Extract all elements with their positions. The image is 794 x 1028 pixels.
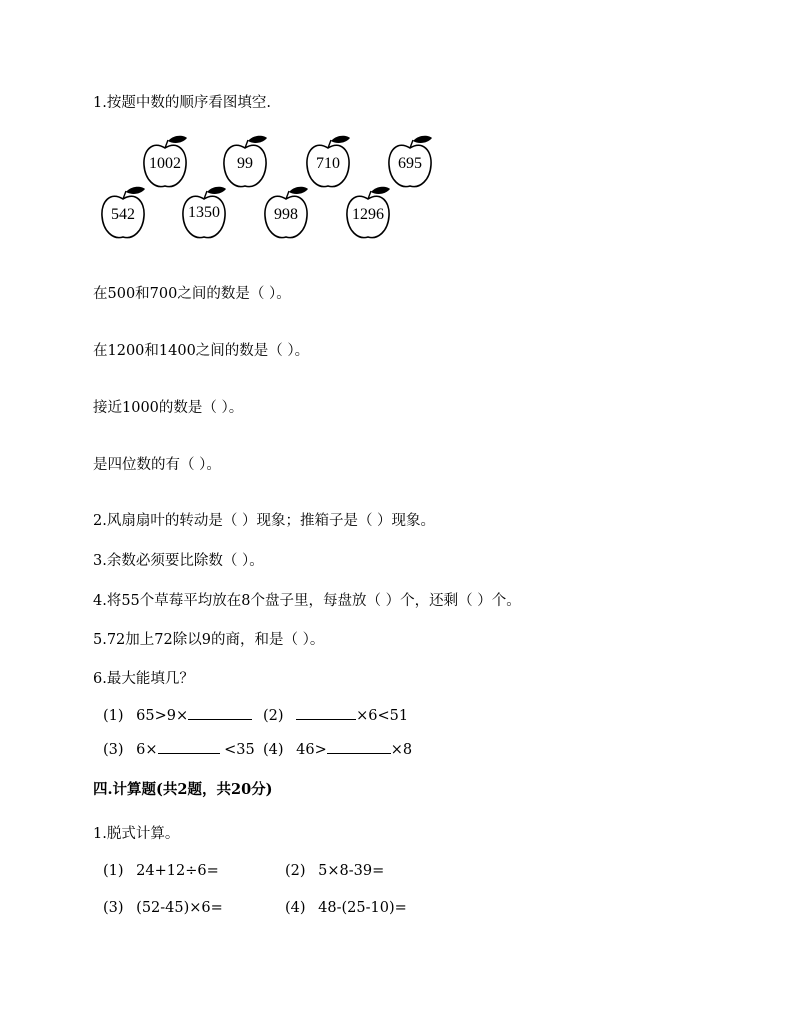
item-expression: 5×8-39= bbox=[318, 863, 385, 879]
calc-item-4 bbox=[285, 899, 407, 917]
calc-item-1 bbox=[103, 862, 219, 880]
apple-number: 542 bbox=[111, 206, 135, 223]
q3-text: 3.余数必须要比除数（ ）。 bbox=[93, 553, 264, 569]
apple-number: 998 bbox=[274, 206, 298, 223]
item-number: (2) bbox=[263, 708, 284, 724]
apple-4 bbox=[387, 135, 441, 191]
item-expr-post: <35 bbox=[219, 742, 255, 758]
answer-blank[interactable] bbox=[158, 740, 220, 754]
item-number: (3) bbox=[103, 900, 124, 916]
apple-number: 1002 bbox=[149, 155, 181, 172]
apple-6 bbox=[181, 186, 235, 242]
item-expr-post: ×6<51 bbox=[356, 708, 409, 724]
q6-item-4 bbox=[263, 740, 412, 759]
item-number: (4) bbox=[263, 742, 284, 758]
q4-text: 4.将55个草莓平均放在8个盘子里，每盘放（ ）个，还剩（ ）个。 bbox=[93, 593, 521, 609]
item-expr-post: ×8 bbox=[390, 742, 413, 758]
apple-number: 1296 bbox=[352, 206, 384, 223]
apple-1 bbox=[142, 135, 196, 191]
apple-3 bbox=[305, 135, 359, 191]
item-expr-pre: 46> bbox=[296, 742, 327, 758]
apple-5 bbox=[100, 186, 154, 242]
q2-text: 2.风扇扇叶的转动是（ ）现象；推箱子是（ ）现象。 bbox=[93, 513, 436, 529]
item-expr-pre: 6× bbox=[136, 742, 158, 758]
item-number: (4) bbox=[285, 900, 306, 916]
item-number: (2) bbox=[285, 863, 306, 879]
answer-blank[interactable] bbox=[327, 740, 391, 754]
q1-line-1: 在500和700之间的数是（ ）。 bbox=[93, 286, 291, 302]
apple-number: 1350 bbox=[188, 204, 220, 221]
q6-item-2 bbox=[263, 706, 408, 725]
q6-item-3 bbox=[103, 740, 255, 759]
apple-8 bbox=[345, 186, 399, 242]
apple-number: 99 bbox=[237, 155, 253, 172]
item-number: (3) bbox=[103, 742, 124, 758]
q6-item-1 bbox=[103, 706, 252, 725]
apple-number: 710 bbox=[316, 155, 340, 172]
calc-item-3 bbox=[103, 899, 223, 917]
answer-blank[interactable] bbox=[188, 706, 252, 720]
item-expression: (52-45)×6= bbox=[136, 900, 223, 916]
answer-blank[interactable] bbox=[296, 706, 356, 720]
apple-7 bbox=[263, 186, 317, 242]
q1-line-2: 在1200和1400之间的数是（ ）。 bbox=[93, 343, 310, 359]
q1-title: 1.按题中数的顺序看图填空. bbox=[93, 95, 271, 111]
apple-2 bbox=[222, 135, 276, 191]
section-heading: 四.计算题(共2题，共20分) bbox=[93, 781, 273, 798]
q5-text: 5.72加上72除以9的商，和是（ ）。 bbox=[93, 632, 325, 648]
apple-number: 695 bbox=[398, 155, 422, 172]
item-number: (1) bbox=[103, 708, 124, 724]
q1-line-3: 接近1000的数是（ ）。 bbox=[93, 400, 244, 416]
s4-q1-title: 1.脱式计算。 bbox=[93, 826, 180, 842]
calc-item-2 bbox=[285, 862, 384, 880]
item-expression: 24+12÷6= bbox=[136, 863, 219, 879]
item-expr-pre: 65>9× bbox=[136, 708, 189, 724]
item-expression: 48-(25-10)= bbox=[318, 900, 407, 916]
item-number: (1) bbox=[103, 863, 124, 879]
q1-line-4: 是四位数的有（ ）。 bbox=[93, 457, 221, 473]
q6-title: 6.最大能填几？ bbox=[93, 671, 194, 687]
